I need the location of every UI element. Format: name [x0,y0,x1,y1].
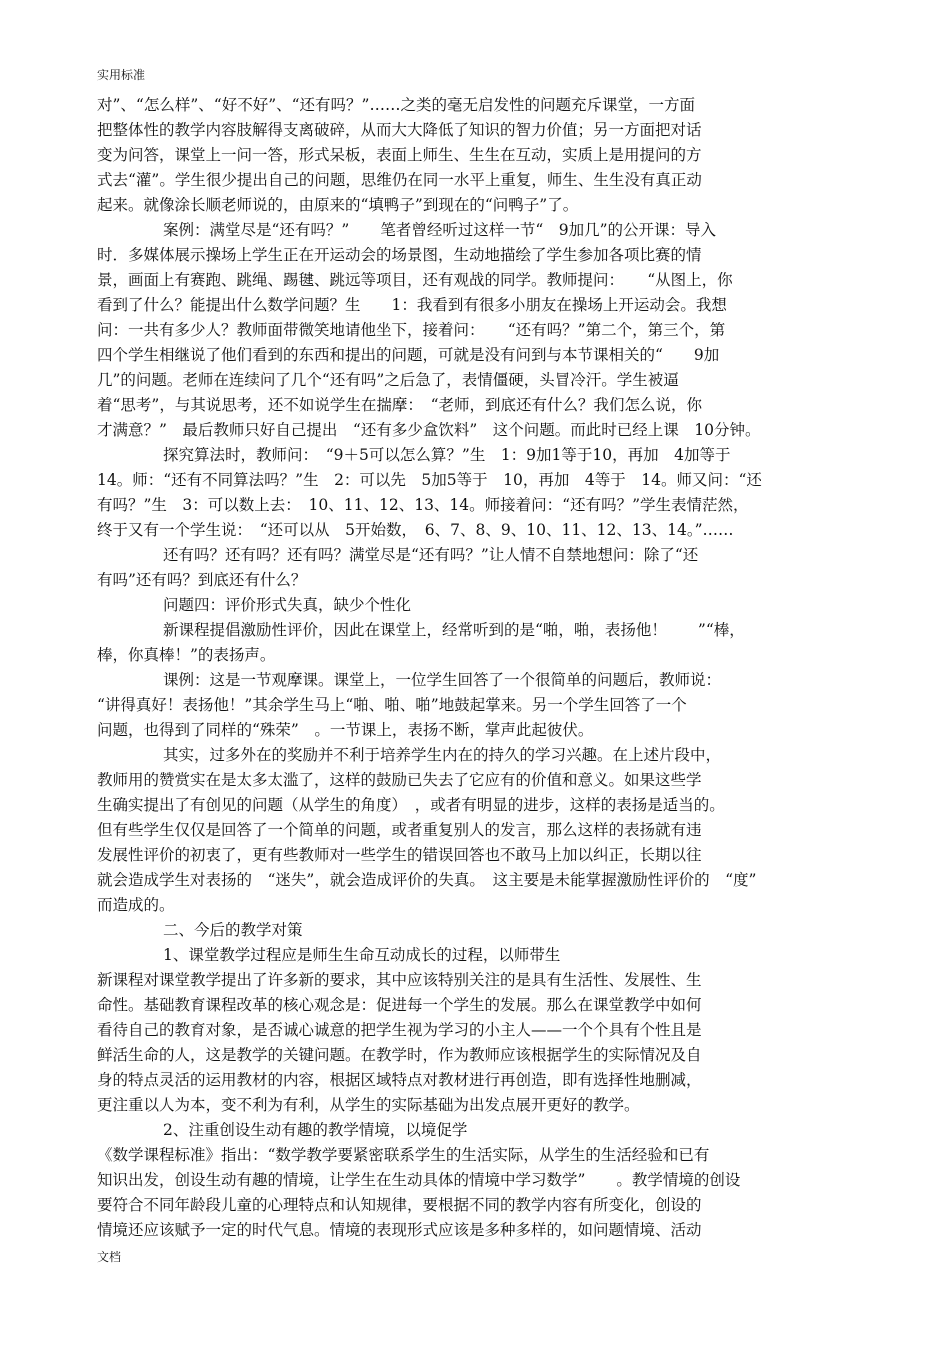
text-line: 教师用的赞赏实在是太多太滥了，这样的鼓励已失去了它应有的价值和意义。如果这些学 [97,771,702,789]
text-line: 但有些学生仅仅是回答了一个简单的问题，或者重复别人的发言，那么这样的表扬就有违 [97,821,702,839]
text-line: 几”的问题。老师在连续问了几个“还有吗”之后急了，表情僵硬，头冒冷汗。学生被逼 [97,371,679,389]
text-line: 时．多媒体展示操场上学生正在开运动会的场景图，生动地描绘了学生参加各项比赛的情 [97,246,702,264]
text-line: 看待自己的教育对象，是否诚心诚意的把学生视为学习的小主人——一个个具有个性且是 [97,1021,702,1039]
text-line: 生确实提出了有创见的问题（从学生的角度） ，或者有明显的进步，这样的表扬是适当的。 [97,796,725,814]
text-line: 案例：满堂尽是“还有吗？” 笔者曾经听过这样一节“ 9加几”的公开课：导入 [163,221,717,239]
text-line: 终于又有一个学生说： “还可以从 5开始数， 6、7、8、9、10、11、12、13、14。”…… [97,521,734,539]
text-line: 新课程提倡激励性评价，因此在课堂上，经常听到的是“啪，啪，表扬他！ ”“棒， [163,621,745,639]
text-line: 棒，你真棒！”的表扬声。 [97,646,276,664]
text-line: 问题，也得到了同样的“殊荣” 。一节课上，表扬不断，掌声此起彼伏。 [97,721,594,739]
text-line: 探究算法时，教师问： “9＋5可以怎么算？”生 1：9加1等于10，再加 4加等于 [163,446,731,464]
text-line: 问题四：评价形式失真，缺少个性化 [163,596,412,614]
text-line: 有吗？”生 3：可以数上去： 10、11、12、13、14。师接着问：“还有吗？”学生表情茫然， [97,496,749,514]
text-line: 四个学生相继说了他们看到的东西和提出的问题，可就是没有问到与本节课相关的“ 9加 [97,346,720,364]
text-line: “讲得真好！表扬他！”其余学生马上“啪、啪、啪”地鼓起掌来。另一个学生回答了一个 [97,696,687,714]
text-line: 新课程对课堂教学提出了许多新的要求，其中应该特别关注的是具有生活性、发展性、生 [97,971,702,989]
text-line: 而造成的。 [97,896,175,914]
text-line: 才满意？” 最后教师只好自己提出 “还有多少盒饮料” 这个问题。而此时已经上课 10分钟。 [97,421,761,439]
text-line: 知识出发，创设生动有趣的情境，让学生在生动具体的情境中学习数学” 。教学情境的创设 [97,1171,741,1189]
text-line: 课例：这是一节观摩课。课堂上，一位学生回答了一个很简单的问题后，教师说： [163,671,722,689]
text-line: 鲜活生命的人，这是教学的关键问题。在教学时，作为教师应该根据学生的实际情况及自 [97,1046,702,1064]
text-line: 把整体性的教学内容肢解得支离破碎，从而大大降低了知识的智力价值；另一方面把对话 [97,121,702,139]
text-line: 其实，过多外在的奖励并不利于培养学生内在的持久的学习兴趣。在上述片段中， [163,746,722,764]
text-line: 命性。基础教育课程改革的核心观念是：促进每一个学生的发展。那么在课堂教学中如何 [97,996,702,1014]
text-line: 情境还应该赋予一定的时代气息。情境的表现形式应该是多种多样的，如问题情境、活动 [97,1221,702,1239]
text-line: 起来。就像涂长顺老师说的，由原来的“填鸭子”到现在的“问鸭子”了。 [97,196,579,214]
text-line: 还有吗？还有吗？还有吗？满堂尽是“还有吗？”让人情不自禁地想问：除了“还 [163,546,699,564]
text-line: 着“思考”，与其说思考，还不如说学生在揣摩： “老师，到底还有什么？我们怎么说，你 [97,396,703,414]
text-line: 变为问答，课堂上一问一答，形式呆板，表面上师生、生生在互动，实质上是用提问的方 [97,146,702,164]
text-line: 2、注重创设生动有趣的教学情境，以境促学 [163,1121,468,1139]
text-line: 1、课堂教学过程应是师生生命互动成长的过程，以师带生 [163,946,561,964]
text-line: 《数学课程标准》指出：“数学教学要紧密联系学生的生活实际，从学生的生活经验和已有 [97,1146,710,1164]
text-line: 问：一共有多少人？教师面带微笑地请他坐下，接着问： “还有吗？”第二个，第三个，第 [97,321,726,339]
text-line: 有吗”还有吗？到底还有什么？ [97,571,307,589]
text-line: 发展性评价的初衷了，更有些教师对一些学生的错误回答也不敢马上加以纠正，长期以往 [97,846,702,864]
page-footer: 文档 [97,1250,122,1264]
text-line: 要符合不同年龄段儿童的心理特点和认知规律，要根据不同的教学内容有所变化，创设的 [97,1196,702,1214]
text-line: 就会造成学生对表扬的 “迷失”，就会造成评价的失真。 这主要是未能掌握激励性评价的 “度” [97,871,757,889]
article-body [97,93,857,1243]
page-header: 实用标准 [97,68,146,82]
text-line: 二、今后的教学对策 [163,921,303,939]
text-line: 对”、“怎么样”、“好不好”、“还有吗？”……之类的毫无启发性的问题充斥课堂，一方面 [97,96,695,114]
text-line: 式去“灌”。学生很少提出自己的问题，思维仍在同一水平上重复，师生、生生没有真正动 [97,171,702,189]
text-line: 更注重以人为本，变不利为有利，从学生的实际基础为出发点展开更好的教学。 [97,1096,640,1114]
text-line: 看到了什么？能提出什么数学问题？生 1：我看到有很多小朋友在操场上开运动会。我想 [97,296,727,314]
text-line: 14。师：“还有不同算法吗？”生 2：可以先 5加5等于 10，再加 4等于 14。师又问：“还 [97,471,762,489]
text-line: 景，画面上有赛跑、跳绳、踢毽、跳远等项目，还有观战的同学。教师提问： “从图上，你 [97,271,733,289]
text-line: 身的特点灵活的运用教材的内容，根据区域特点对教材进行再创造，即有选择性地删减， [97,1071,702,1089]
